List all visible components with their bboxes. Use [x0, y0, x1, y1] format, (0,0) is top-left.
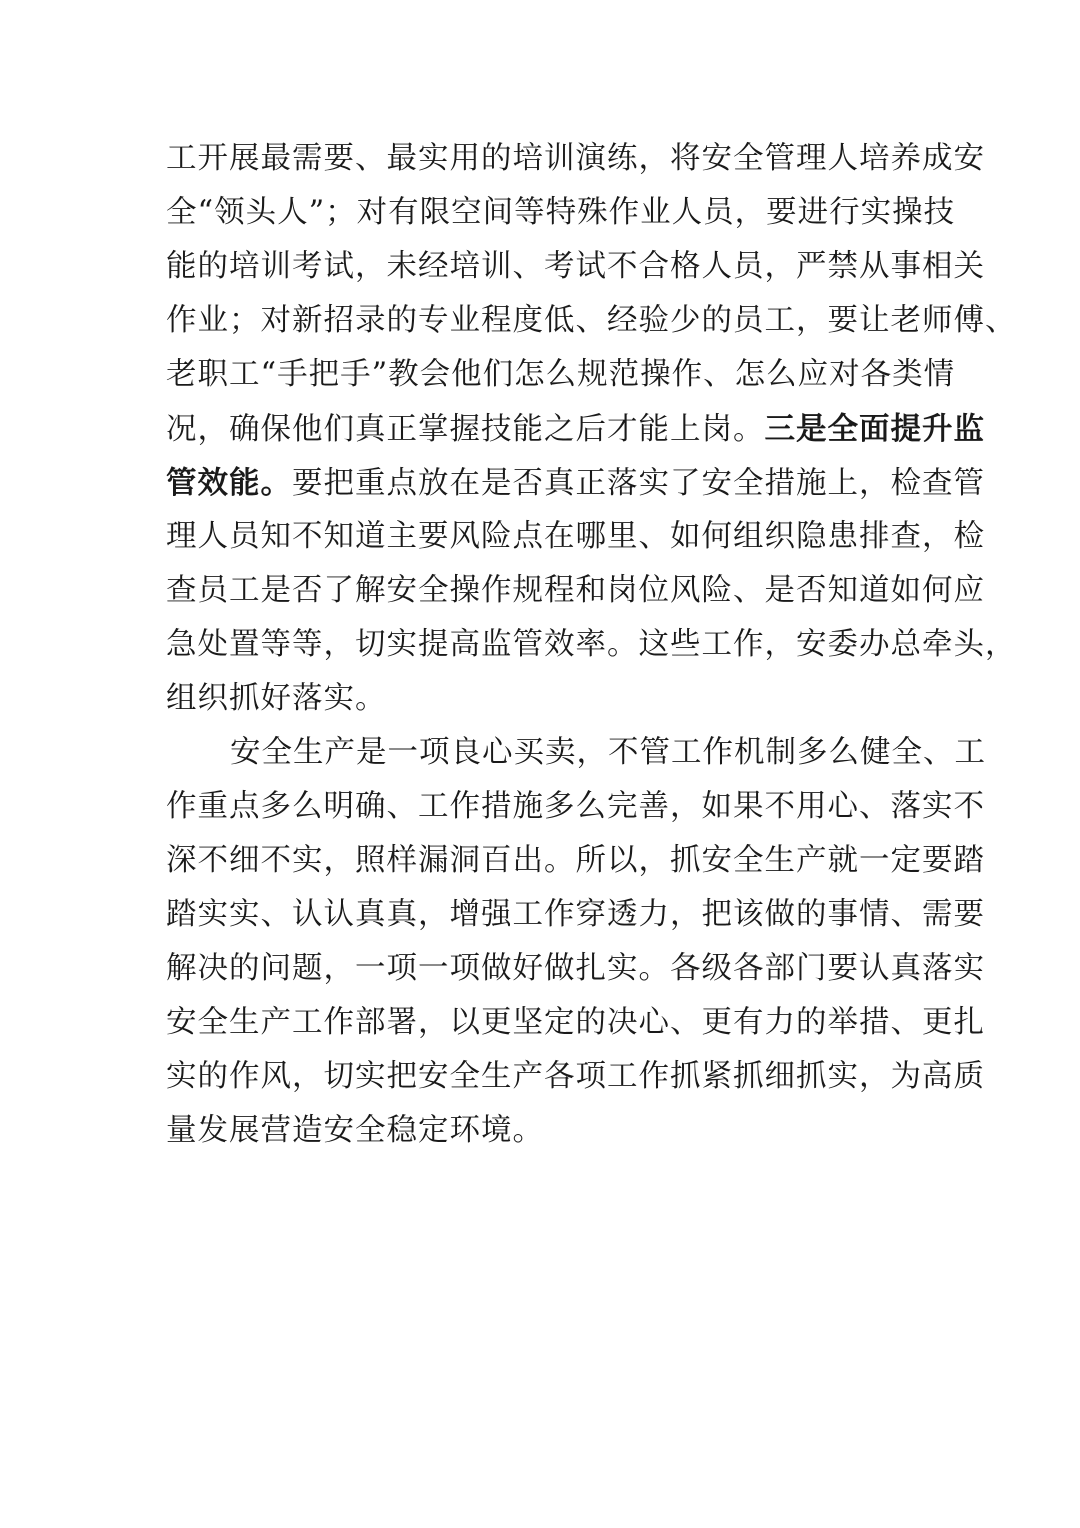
text-line: 理人员知不知道主要风险点在哪里、如何组织隐患排查，检: [166, 519, 985, 554]
bold-heading-segment: 三是全面提升监: [764, 411, 985, 447]
text-line: 量发展营造安全稳定环境。: [166, 1113, 544, 1148]
text-segment: 要把重点放在是否真正落实了安全措施上，检查管: [292, 466, 985, 501]
text-line: [166, 456, 985, 510]
text-line: 作业；对新招录的专业程度低、经验少的员工，要让老师傅、: [166, 303, 1017, 338]
text-line: 深不细不实，照样漏洞百出。所以，抓安全生产就一定要踏: [166, 843, 985, 878]
text-line: 全“领头人”；对有限空间等特殊作业人员，要进行实操技: [166, 195, 956, 230]
document-body: [166, 132, 1017, 1158]
text-line: 解决的问题，一项一项做好做扎实。各级各部门要认真落实: [166, 951, 985, 986]
text-line: 踏实实、认认真真，增强工作穿透力，把该做的事情、需要: [166, 897, 985, 932]
paragraph-conclusion: [166, 726, 986, 1158]
paragraph-safety-training: [166, 132, 1017, 726]
text-line: 工开展最需要、最实用的培训演练，将安全管理人培养成安: [166, 141, 985, 176]
bold-heading-segment: 管效能。: [166, 465, 292, 501]
text-line: 查员工是否了解安全操作规程和岗位风险、是否知道如何应: [166, 573, 985, 608]
text-line: 急处置等等，切实提高监管效率。这些工作，安委办总牵头，: [166, 627, 1017, 662]
text-line: 能的培训考试，未经培训、考试不合格人员，严禁从事相关: [166, 249, 985, 284]
text-line: 安全生产是一项良心买卖，不管工作机制多么健全、工: [230, 735, 986, 770]
text-line: [166, 402, 985, 456]
text-line: 组织抓好落实。: [166, 681, 387, 716]
text-line: 安全生产工作部署，以更坚定的决心、更有力的举措、更扎: [166, 1005, 985, 1040]
text-segment: 况，确保他们真正掌握技能之后才能上岗。: [166, 412, 765, 447]
text-line: 老职工“手把手”教会他们怎么规范操作、怎么应对各类情: [166, 357, 956, 392]
text-line: 作重点多么明确、工作措施多么完善，如果不用心、落实不: [166, 789, 985, 824]
text-line: 实的作风，切实把安全生产各项工作抓紧抓细抓实，为高质: [166, 1059, 985, 1094]
